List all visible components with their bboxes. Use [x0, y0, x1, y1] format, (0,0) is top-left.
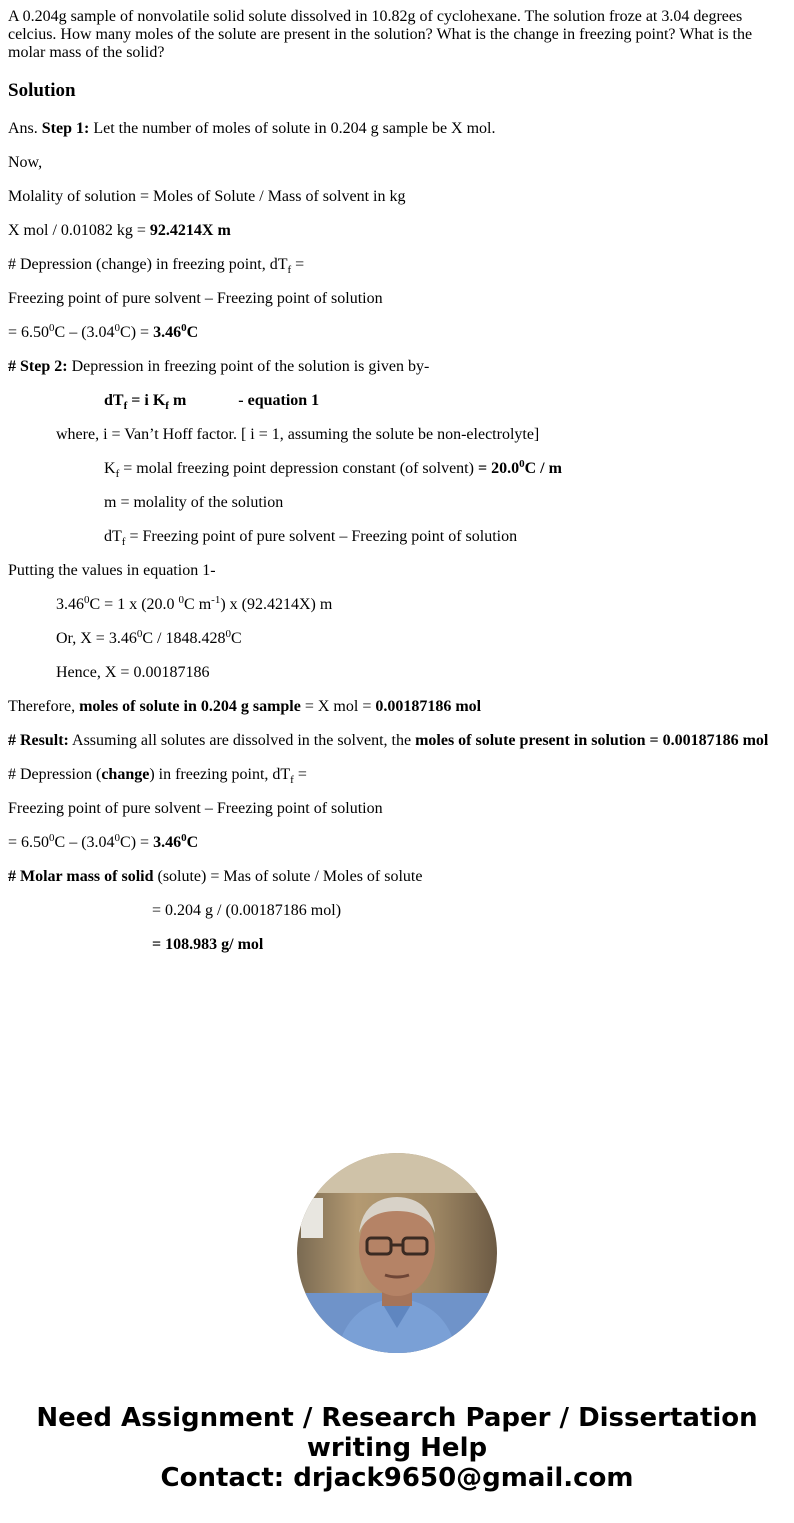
calc-line-3: Hence, X = 0.00187186 — [56, 664, 210, 681]
therefore-line: Therefore, moles of solute in 0.204 g sample = X mol = 0.00187186 mol — [8, 698, 482, 715]
step2-line: # Step 2: Depression in freezing point of the solution is given by- — [8, 358, 430, 375]
calc-line-1: $3.46^0C = 1$ x (20.0 $^0$C $m^{-1}$) x (92.4214X) m — [56, 594, 333, 613]
freezing-point-line-2: Freezing point of pure solvent – Freezing point of solution — [8, 800, 383, 817]
question-text: A 0.204g sample of nonvolatile solid solute dissolved in 10.82g of cyclohexane. The solution froze at 3.04 degrees celcius. How many moles of the solute are present in the solution? What is the change in freezing point? What is the molar mass of the solid? — [8, 8, 753, 61]
calc-line-2: Or, $X = 3.46^0C / 1848.428^0C$ — [56, 628, 242, 647]
author-photo — [297, 1153, 497, 1353]
putting-line: Putting the values in equation 1- — [8, 562, 216, 579]
banner-line-2: writing Help — [306, 1433, 488, 1463]
document-body — [8, 8, 784, 970]
depression-line-1: # Depression (change) in freezing point, $dT_f$ = — [8, 256, 305, 276]
step1-line: Ans. Step 1: Let the number of moles of solute in 0.204 g sample be X mol. — [8, 120, 496, 137]
molar-mass-calc-1: = 0.204 g / (0.00187186 mol) — [152, 902, 342, 919]
molality-calc: X mol / 0.01082 kg = 92.4214X m — [8, 222, 231, 239]
depression-line-2: # Depression (change) in freezing point, $dT_f$ = — [8, 766, 307, 786]
equation-1: $dT_f = i$ $K_f$ m - equation 1 — [104, 392, 320, 412]
freezing-point-calc-2: = $6.50^0C - (3.04^0C) = 3.46^0C$ — [8, 832, 199, 851]
molality-definition: Molality of solution = Moles of Solute / Mass of solvent in kg — [8, 188, 406, 205]
banner-contact: Contact: drjack9650@gmail.com — [160, 1463, 634, 1493]
where-line: where, i = Van’t Hoff factor. [ i = 1, assuming the solute be non-electrolyte] — [56, 426, 540, 443]
banner-line-1: Need Assignment / Research Paper / Dissertation — [36, 1403, 758, 1433]
freezing-point-calc-1: = $6.50^0C - (3.04^0C) = 3.46^0C$ — [8, 322, 199, 341]
m-line: m = molality of the solution — [104, 494, 284, 511]
molar-mass-line: # Molar mass of solid (solute) = Mas of solute / Moles of solute — [8, 868, 423, 885]
solution-heading: Solution — [8, 80, 76, 101]
now-line: Now, — [8, 154, 43, 171]
author-avatar — [297, 1153, 497, 1353]
molar-mass-calc-2: = 108.983 g/ mol — [152, 936, 264, 953]
freezing-point-line-1: Freezing point of pure solvent – Freezing point of solution — [8, 290, 383, 307]
contact-banner — [0, 1403, 794, 1493]
result-line: # Result: Assuming all solutes are dissolved in the solvent, the moles of solute present in solution = 0.00187186 mol — [8, 732, 769, 749]
kf-line: $K_f$ = molal freezing point depression constant (of solvent) = $20.0^0C$ / m — [104, 458, 562, 480]
dtf-line: $dT_f$ = Freezing point of pure solvent – Freezing point of solution — [104, 528, 518, 548]
